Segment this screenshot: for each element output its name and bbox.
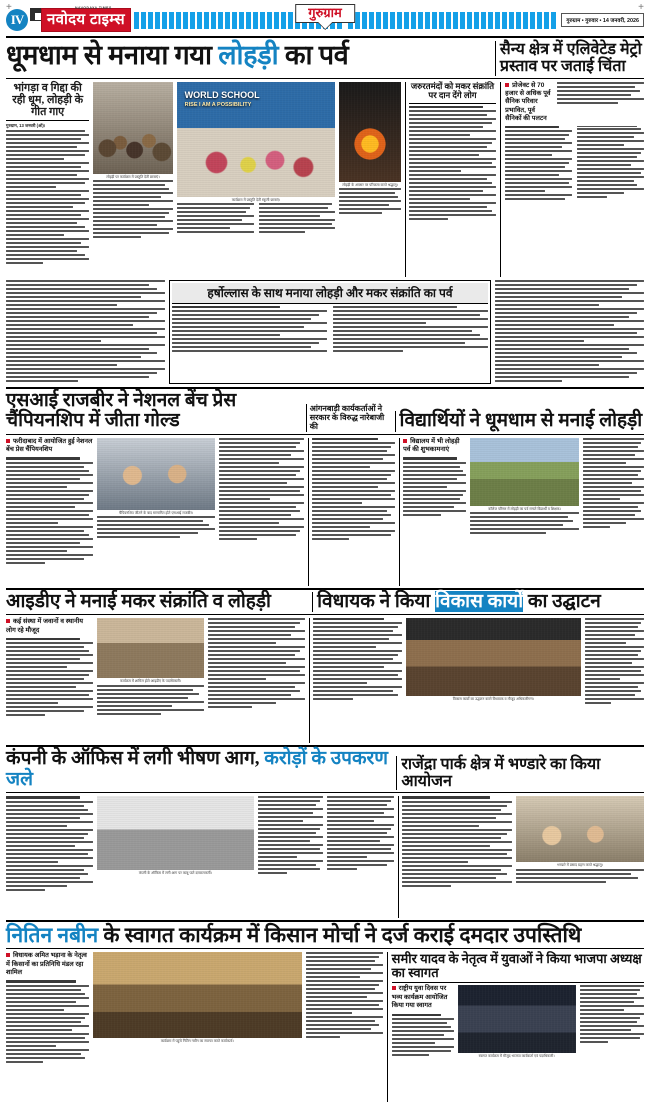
row5-right-bullet: राष्ट्रीय युवा दिवस पर भव्य कार्यक्रम आयोजित किया गया स्वागत <box>392 985 454 1010</box>
body-text-block <box>172 304 488 354</box>
row5-headline-rest: के स्वागत कार्यक्रम में किसान मोर्चा ने दर्ज कराई दमदार उपस्तिथि <box>98 923 582 948</box>
row3-right-headline-highlight: विकास कार्यों <box>435 590 524 612</box>
row3-left-col1 <box>6 618 93 743</box>
row2-left-bullet: फरीदाबाद में आयोजित हुई नेशनल बेंच प्रेस चैंपियनशिप <box>6 437 93 453</box>
row3-right-photo-col <box>406 618 580 743</box>
row4-left-photo-col <box>97 796 254 918</box>
row4-left-headline <box>6 749 392 790</box>
body-text-block <box>93 180 172 238</box>
row4-left-headline-highlight: करोड़ों के उपकरण जले <box>6 748 389 790</box>
lead-story-column-2 <box>93 82 172 277</box>
row2-left-col3 <box>219 438 304 586</box>
masthead <box>6 0 644 36</box>
lead-headline <box>6 41 490 69</box>
row5-col3 <box>306 952 383 1102</box>
school-banner-title: WORLD SCHOOL <box>184 89 260 100</box>
photo-caption-college: कॉलेज परिसर में लोहड़ी का पर्व मनाते विद्यार्थी व शिक्षक। <box>488 506 561 511</box>
row2-middle-headline: आंगनबाड़ी कार्यकर्ताओं ने सरकार के विरुद्ध नारेबाजी की <box>306 404 391 432</box>
photo-caption-fire: कंपनी के ऑफिस में लगी आग पर काबू पाते दमकलकर्मी। <box>138 871 212 876</box>
donation-story-headline: जरुरतमंदों को मकर संक्रांति पर दान देंगे लोग <box>410 80 495 101</box>
body-text-block-left <box>6 280 165 384</box>
row5-col1 <box>6 952 89 1102</box>
school-banner-tagline: RISE I AM A POSSIBILITY <box>184 101 252 108</box>
photo-bhandara <box>516 796 644 862</box>
lead-headline-part1: धूमधाम से मनाया गया <box>6 40 219 70</box>
photo-caption-2: कार्यक्रम में प्रस्तुति देती स्कूली छात्राएं। <box>231 197 281 202</box>
nameplate-block[interactable] <box>41 8 131 32</box>
row5-right-headline: समीर यादव के नेतृत्व में युवाओं ने किया भाजपा अध्यक्ष का स्वागत <box>391 951 642 981</box>
body-text-block-right <box>495 280 644 384</box>
divider-section-2 <box>6 387 644 389</box>
row2-right-bullet: विद्यालय में भी लोहड़ी पर्व की शुभकामनाएं <box>403 438 466 455</box>
boxed-feature-article <box>169 280 491 384</box>
photo-lohri-crowd <box>93 82 172 174</box>
row4-right-col1 <box>398 796 512 918</box>
metro-story-bullet: प्रोजेक्ट से 70 हजार से अधिक पूर्व सैनिक परिवार प्रभावित, पूर्व सैनिकों की पलटन <box>505 82 553 124</box>
photo-kisan-morcha-event <box>93 952 302 1038</box>
lead-story-column-4 <box>339 82 401 277</box>
row2-right-headline: विद्यार्थियों ने धूमधाम से मनाई लोहड़ी <box>395 411 644 432</box>
body-text-block <box>505 126 644 200</box>
publication-nameplate: नवोदय टाइम्स <box>41 8 131 32</box>
body-text-block <box>557 82 644 124</box>
photo-caption-mla: विकास कार्यों का उद्घाटन करते विधायक व मौजूद अधिकारीगण। <box>452 697 535 702</box>
row3-right-headline <box>312 592 644 613</box>
body-text-block <box>409 106 496 220</box>
divider-under-masthead <box>6 36 644 38</box>
photo-caption-1: लोहड़ी पर कार्यक्रम में प्रस्तुति देती छात्राएं। <box>106 174 160 179</box>
lead-story-column-3 <box>177 82 336 277</box>
lead-headline-wrap <box>6 41 490 76</box>
row5-headline-highlight: नितिन नबीन <box>6 923 99 948</box>
row2-left-photo-col <box>97 438 215 586</box>
photo-caption-kisan: कार्यक्रम में पहुंचे नितिन नबीन का स्वागत करते कार्यकर्ता। <box>160 1039 234 1044</box>
row4-right-headline: राजेंद्रा पार्क क्षेत्र में भण्डारे का किया आयोजन <box>396 756 644 791</box>
right-top-headline: सैन्य क्षेत्र में एलिवेटेड मेट्रो प्रस्ताव पर जताई चिंता <box>499 41 642 76</box>
dateline-badge: गुरुग्राम • गुरुवार • 14 जनवरी, 2026 <box>561 13 644 27</box>
divider-section-5 <box>6 920 644 922</box>
photo-mla-inauguration <box>406 618 580 696</box>
photo-caption-bjp: स्वागत कार्यक्रम में मौजूद भाजपा कार्यकर्ता एवं पदाधिकारी। <box>478 1054 555 1059</box>
row3-left-bullet: कई संस्था में जवानों व स्थानीय लोग रहे मौजूद <box>6 618 93 635</box>
photo-caption-3: लोहड़ी के अवसर पर परिक्रमा करते श्रद्धालु। <box>342 182 398 187</box>
row4-left-headline-part1: कंपनी के ऑफिस में लगी भीषण आग, <box>6 748 265 770</box>
lead-story-column-1 <box>6 82 89 277</box>
row5-bullet: विधायक अमित भड़ाना के नेतृत्व में किसानों का प्रतिनिधि मंडल रहा शामिल <box>6 952 87 977</box>
row4-left-col3 <box>258 796 323 918</box>
metro-story-column <box>500 82 644 277</box>
stripe-decoration-right <box>348 12 556 29</box>
row5-headline <box>6 924 644 946</box>
lead-sub-headline-1: भांगड़ा व गिद्दा की रही धूम, लोहड़ी के गीत गाए <box>12 81 84 119</box>
photo-office-fire <box>97 796 254 870</box>
boxed-article-headline: हर्षोल्लास के साथ मनाया लोहड़ी और मकर संक्रांति का पर्व <box>172 283 488 304</box>
row3-left-photo-col <box>97 618 204 743</box>
row2-middle-col <box>308 438 395 586</box>
row2-right-col3 <box>583 438 644 586</box>
row4-right-photo-col <box>516 796 644 918</box>
photo-ida-event <box>97 618 204 678</box>
row2-right-photo-col <box>470 438 579 586</box>
row2-right-col1 <box>399 438 466 586</box>
row3-right-col3 <box>585 618 644 743</box>
row3-right-col1 <box>309 618 402 743</box>
row5-right-block <box>387 952 644 1102</box>
row4-left-col1 <box>6 796 93 918</box>
publication-tagline: NAVODAYA TIMES <box>75 6 112 10</box>
row3-left-col3 <box>208 618 305 743</box>
row3-right-headline-part1: विधायक ने किया <box>317 590 436 612</box>
crop-mark-top-right: + <box>638 2 644 13</box>
photo-school-stage <box>177 82 336 197</box>
row3-right-headline-part2: का उद्घाटन <box>523 590 601 612</box>
body-text-block <box>177 203 336 235</box>
photo-lohri-bonfire <box>339 82 401 182</box>
divider-section-4 <box>6 745 644 747</box>
edition-badge-label: गुरुग्राम <box>308 5 342 20</box>
photo-bjp-welcome <box>458 985 576 1053</box>
crop-mark-top-left: + <box>6 2 12 13</box>
row4-left-col4 <box>327 796 394 918</box>
right-top-headline-wrap <box>495 41 644 76</box>
publication-logo-icon[interactable]: IV <box>6 9 28 31</box>
lead-headline-highlight: लोहड़ी <box>218 40 279 70</box>
lead-dateline-1: गुरुग्राम, 13 जनवरी (ओ)। <box>6 123 46 129</box>
divider <box>6 120 89 121</box>
donation-story-column <box>405 82 496 277</box>
photo-champion-award <box>97 438 215 510</box>
body-text-block <box>339 188 401 214</box>
row5-photo-col <box>93 952 302 1102</box>
edition-badge-pointer-icon <box>318 22 332 29</box>
divider-section-3 <box>6 588 644 590</box>
row2-left-headline: एसआई राजबीर ने नेशनल बेंच प्रेस चैंपियनशिप में जीता गोल्ड <box>6 389 237 432</box>
divider-under-lead <box>6 78 644 79</box>
body-text-block <box>6 130 89 264</box>
photo-caption-ida: कार्यक्रम में शामिल होते आइडीए के पदाधिकारी। <box>120 679 182 684</box>
photo-caption-bhandara: भण्डारे में प्रसाद ग्रहण करते श्रद्धालु। <box>557 863 604 868</box>
photo-college-lohri <box>470 438 579 506</box>
edition-badge <box>295 4 355 30</box>
row3-left-headline: आइडीए ने मनाई मकर संक्रांति व लोहड़ी <box>6 590 271 612</box>
lead-headline-part2: का पर्व <box>278 40 349 70</box>
row2-left-col1 <box>6 438 93 586</box>
photo-caption-champion: चैंपियनशिप जीतने के बाद सम्मानित होते एसआई राजबीर। <box>118 510 194 515</box>
